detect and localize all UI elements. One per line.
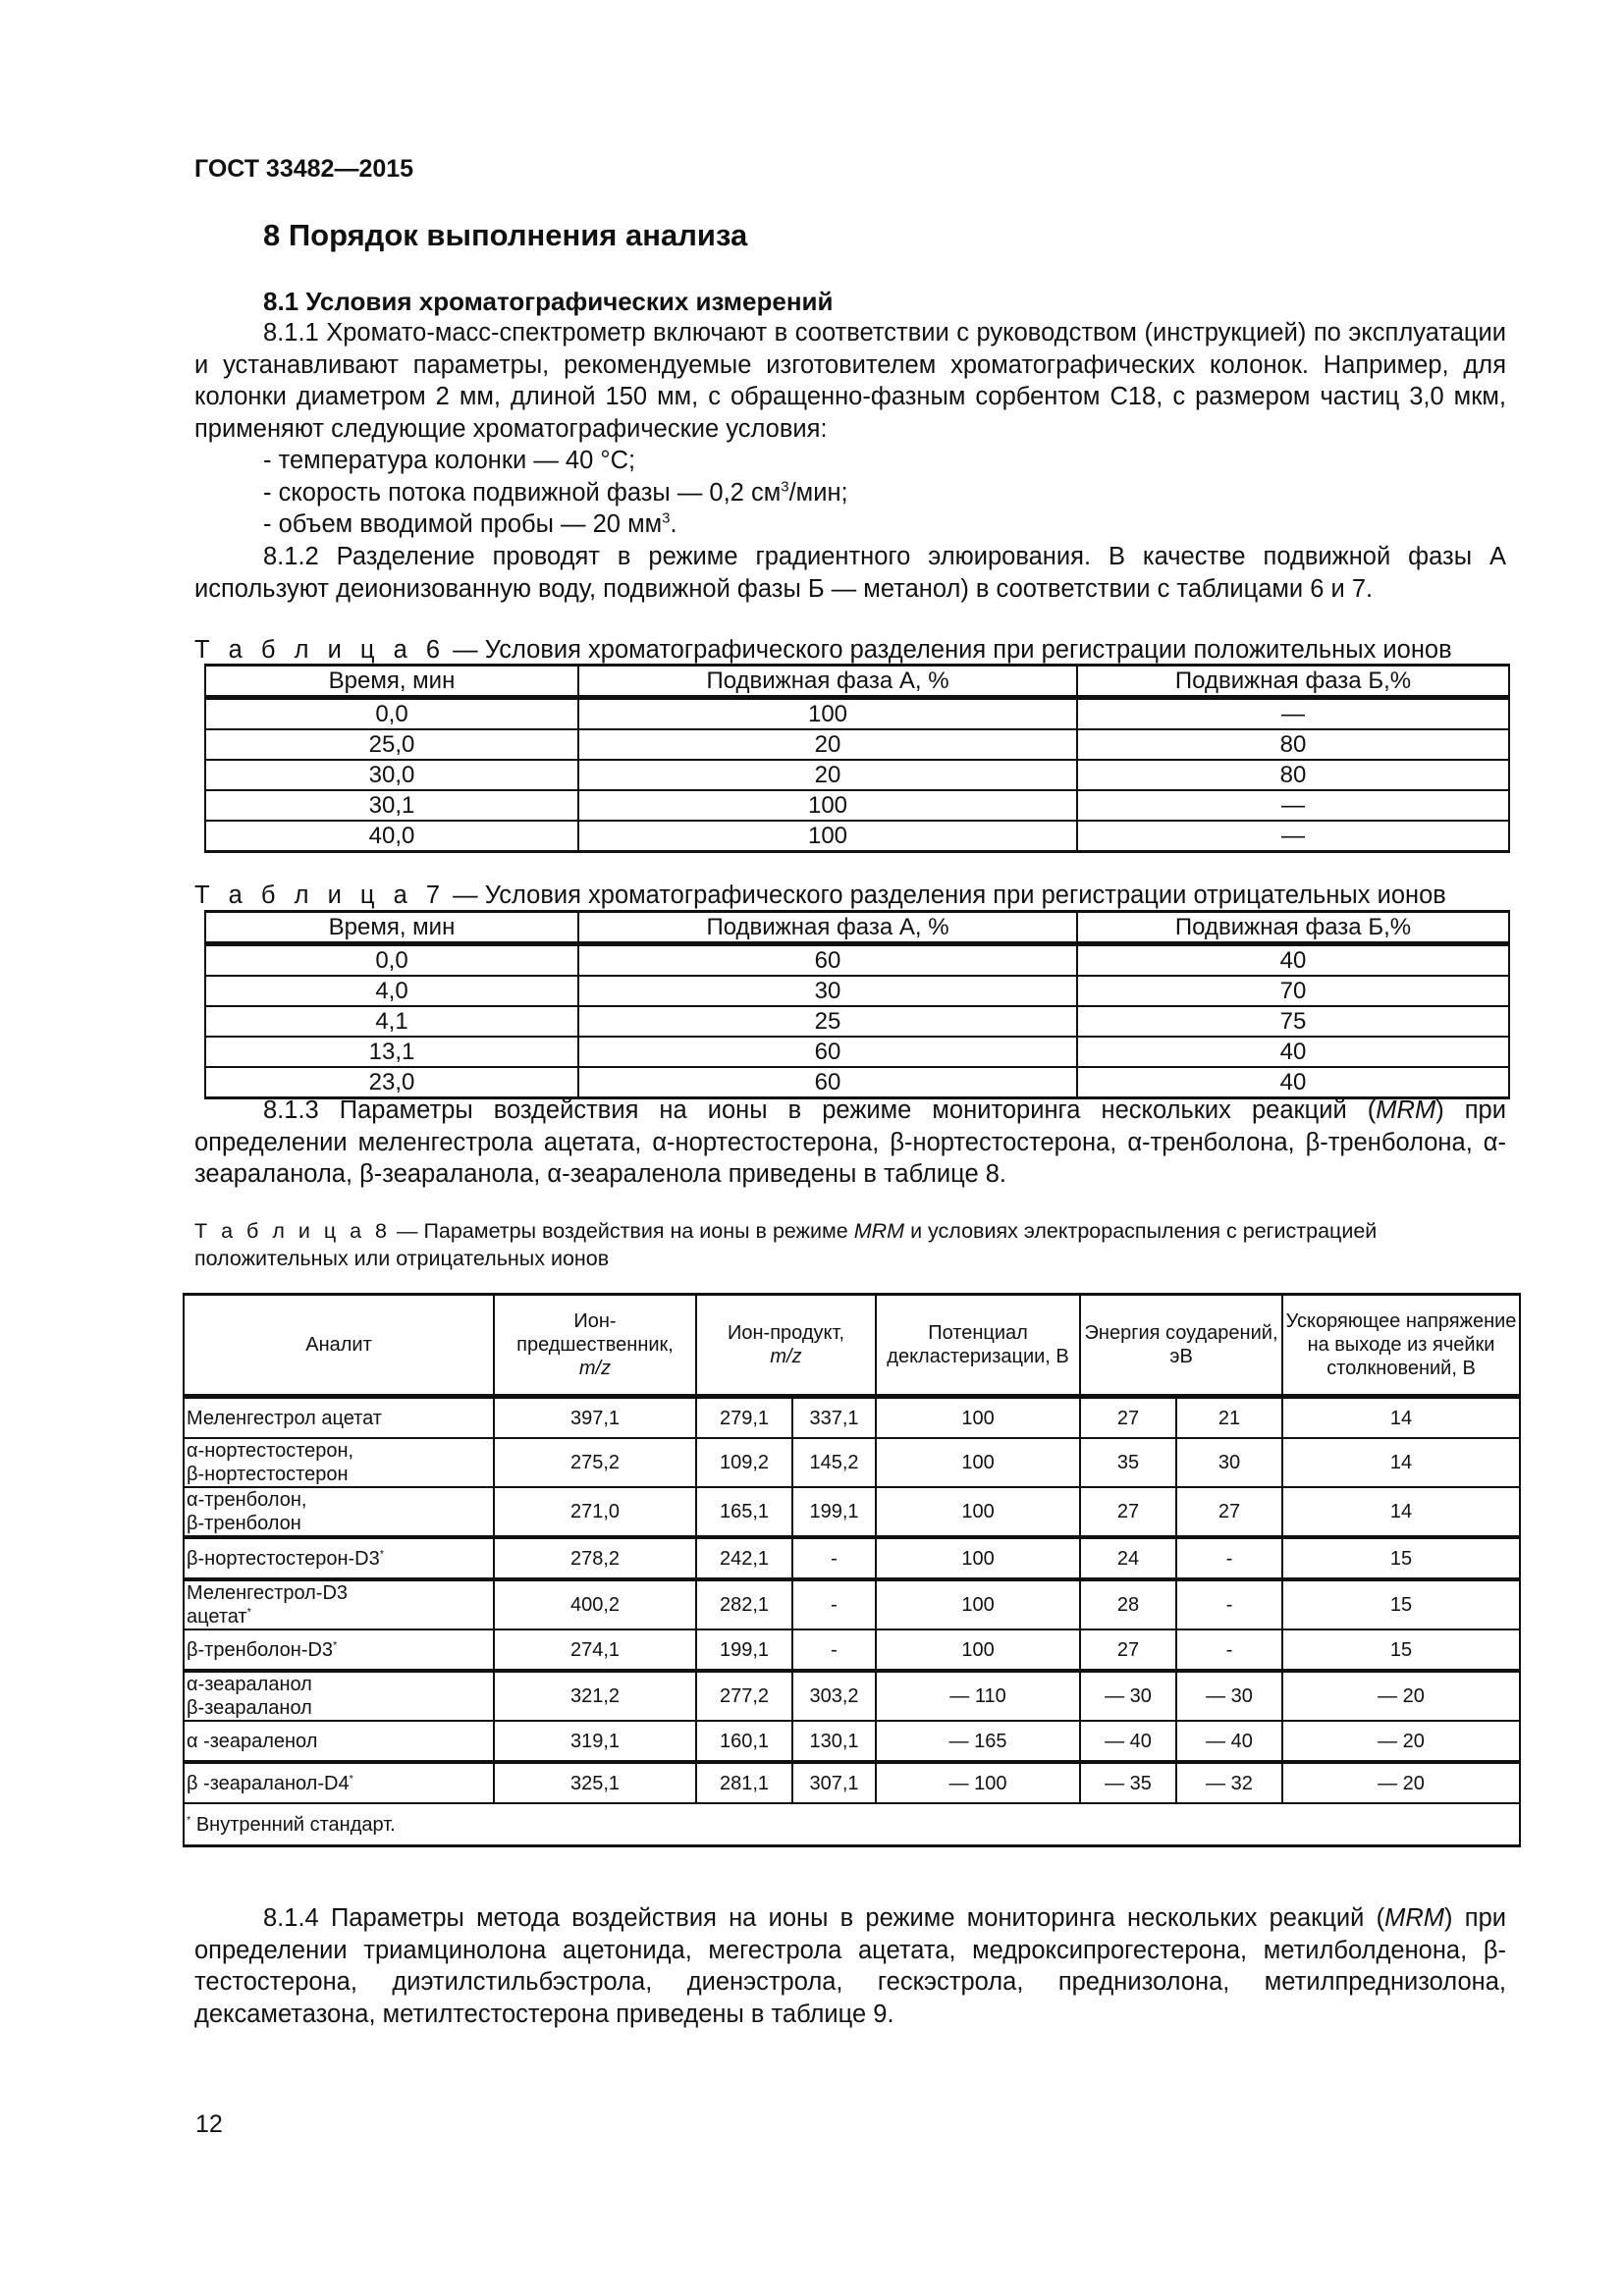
analyte-cell: α-тренболон, β-тренболон bbox=[184, 1487, 494, 1537]
table-8-caption: Т а б л и ц а 8 — Параметры воздействия на ионы в режиме MRM и условиях электрораспыления с регистрацией положительных или отрицательных ионов bbox=[194, 1219, 1378, 1270]
table-6 bbox=[204, 664, 1510, 853]
analyte-cell: α-зеараланол β-зеараланол bbox=[184, 1671, 494, 1721]
table-cell: 14 bbox=[1282, 1438, 1520, 1487]
table-cell: 278,2 bbox=[494, 1537, 696, 1579]
table-cell: - bbox=[1176, 1629, 1282, 1671]
table-cell: — 32 bbox=[1176, 1762, 1282, 1803]
table-row bbox=[205, 790, 1509, 821]
table-cell: 23,0 bbox=[205, 1067, 578, 1098]
table-cell: 337,1 bbox=[792, 1397, 876, 1439]
column-header: Время, мин bbox=[205, 912, 578, 944]
table-cell: — 35 bbox=[1080, 1762, 1176, 1803]
table-cell: — bbox=[1077, 698, 1509, 730]
document-id: ГОСТ 33482—2015 bbox=[194, 155, 414, 183]
table-cell: 60 bbox=[578, 1067, 1077, 1098]
table-cell: 15 bbox=[1282, 1629, 1520, 1671]
table-cell: 80 bbox=[1077, 729, 1509, 760]
analyte-cell: Меленгестрол-D3 ацетат* bbox=[184, 1579, 494, 1629]
table-cell: — 20 bbox=[1282, 1671, 1520, 1721]
table-cell: 271,0 bbox=[494, 1487, 696, 1537]
table-row bbox=[184, 1671, 1520, 1721]
list-item: - объем вводимой пробы — 20 $мм^3$. bbox=[263, 509, 677, 538]
table-cell: 75 bbox=[1077, 1006, 1509, 1037]
table-cell: 199,1 bbox=[792, 1487, 876, 1537]
table-cell: 30,1 bbox=[205, 790, 578, 821]
table-cell: 4,0 bbox=[205, 976, 578, 1006]
table-cell: — 100 bbox=[876, 1762, 1080, 1803]
table-cell: 25 bbox=[578, 1006, 1077, 1037]
table-cell: - bbox=[792, 1537, 876, 1579]
table-cell: 321,2 bbox=[494, 1671, 696, 1721]
analyte-cell: α-нортестостерон, β-нортестостерон bbox=[184, 1438, 494, 1487]
table-row bbox=[184, 1762, 1520, 1803]
table-cell: 282,1 bbox=[696, 1579, 792, 1629]
paragraph-8-1-3: 8.1.3 Параметры воздействия на ионы в режиме мониторинга нескольких реакций (MRM) при определении меленгестрола ацетата, α-нортестостерона, β-нортестостерона, α-тренболона, β-тренболона, α-зеараланола, β-зеараланола, α-зеараленола приведены в таблице 8. bbox=[194, 1096, 1506, 1188]
table-row bbox=[184, 1397, 1520, 1439]
table-cell: 27 bbox=[1080, 1397, 1176, 1439]
table-cell: 100 bbox=[876, 1629, 1080, 1671]
table-cell: 24 bbox=[1080, 1537, 1176, 1579]
table-cell: — bbox=[1077, 821, 1509, 852]
section-title: 8 Порядок выполнения анализа bbox=[263, 218, 748, 252]
table-cell: 109,2 bbox=[696, 1438, 792, 1487]
analyte-cell: β -зеараланол-D4* bbox=[184, 1762, 494, 1803]
column-header-accel-voltage: Ускоряющее напряжение на выходе из ячейки столкновений, В bbox=[1282, 1295, 1520, 1397]
table-row bbox=[184, 1537, 1520, 1579]
table-cell: 100 bbox=[578, 698, 1077, 730]
table-cell: 27 bbox=[1080, 1629, 1176, 1671]
table-cell: 21 bbox=[1176, 1397, 1282, 1439]
column-header: Подвижная фаза А, % bbox=[578, 666, 1077, 698]
table-cell: 145,2 bbox=[792, 1438, 876, 1487]
column-header-precursor: Ион-предшественник, m/z bbox=[494, 1295, 696, 1397]
table-row bbox=[184, 1487, 1520, 1537]
table-cell: 30 bbox=[578, 976, 1077, 1006]
list-item: - температура колонки — 40 °С; bbox=[263, 447, 636, 474]
page-number: 12 bbox=[195, 2110, 223, 2138]
table-cell: 60 bbox=[578, 944, 1077, 977]
table-cell: — bbox=[1077, 790, 1509, 821]
table-header-row bbox=[184, 1295, 1520, 1397]
table-cell: 100 bbox=[876, 1397, 1080, 1439]
table-row bbox=[184, 1629, 1520, 1671]
table-row bbox=[205, 1037, 1509, 1067]
column-header-collision-energy: Энергия соударений, эВ bbox=[1080, 1295, 1282, 1397]
analyte-cell: α -зеараленол bbox=[184, 1721, 494, 1762]
table-row bbox=[205, 976, 1509, 1006]
table-row bbox=[184, 1721, 1520, 1762]
table-cell: — 165 bbox=[876, 1721, 1080, 1762]
analyte-cell: β-тренболон-D3* bbox=[184, 1629, 494, 1671]
column-header: Подвижная фаза Б,% bbox=[1077, 666, 1509, 698]
table-cell: 325,1 bbox=[494, 1762, 696, 1803]
paragraph-8-1-1: 8.1.1 Хромато-масс-спектрометр включают в соответствии с руководством (инструкцией) по эксплуатации и устанавливают параметры, рекомендуемые изготовителем хроматографических колонок. Например, для колонки диаметром 2 мм, длиной 150 мм, с обращенно-фазным сорбентом С18, с размером частиц 3,0 мкм, применяют следующие хроматографические условия: bbox=[194, 319, 1506, 443]
table-cell: 35 bbox=[1080, 1438, 1176, 1487]
column-header-analyte: Аналит bbox=[184, 1295, 494, 1397]
table-row bbox=[205, 1067, 1509, 1098]
table-cell: 28 bbox=[1080, 1579, 1176, 1629]
table-cell: — 40 bbox=[1176, 1721, 1282, 1762]
table-7 bbox=[204, 910, 1510, 1099]
table-row bbox=[205, 944, 1509, 977]
table-row bbox=[205, 760, 1509, 790]
table-row bbox=[184, 1579, 1520, 1629]
table-row bbox=[205, 698, 1509, 730]
list-item: - скорость потока подвижной фазы — 0,2 $см^3$/мин; bbox=[263, 478, 848, 507]
table-row bbox=[205, 1006, 1509, 1037]
table-cell: — 20 bbox=[1282, 1762, 1520, 1803]
table-cell: 277,2 bbox=[696, 1671, 792, 1721]
analyte-cell: Меленгестрол ацетат bbox=[184, 1397, 494, 1439]
column-header: Подвижная фаза А, % bbox=[578, 912, 1077, 944]
table-cell: 199,1 bbox=[696, 1629, 792, 1671]
subsection-title: 8.1 Условия хроматографических измерений bbox=[263, 287, 834, 316]
table-cell: 14 bbox=[1282, 1487, 1520, 1537]
table-cell: 25,0 bbox=[205, 729, 578, 760]
footnote-row bbox=[184, 1803, 1520, 1846]
conditions-list bbox=[263, 445, 848, 541]
table-header-row bbox=[205, 912, 1509, 944]
table-cell: 100 bbox=[876, 1438, 1080, 1487]
table-cell: 100 bbox=[578, 790, 1077, 821]
table-cell: 397,1 bbox=[494, 1397, 696, 1439]
table-cell: 303,2 bbox=[792, 1671, 876, 1721]
table-cell: 40 bbox=[1077, 1037, 1509, 1067]
table-cell: 165,1 bbox=[696, 1487, 792, 1537]
table-cell: 30 bbox=[1176, 1438, 1282, 1487]
table-cell: 130,1 bbox=[792, 1721, 876, 1762]
table-cell: 274,1 bbox=[494, 1629, 696, 1671]
table-cell: 15 bbox=[1282, 1537, 1520, 1579]
column-header: Время, мин bbox=[205, 666, 578, 698]
table-row bbox=[205, 821, 1509, 852]
column-header-product: Ион-продукт, m/z bbox=[696, 1295, 876, 1397]
table-cell: - bbox=[792, 1629, 876, 1671]
table-cell: 100 bbox=[876, 1487, 1080, 1537]
table-cell: 80 bbox=[1077, 760, 1509, 790]
table-cell: 160,1 bbox=[696, 1721, 792, 1762]
table-cell: 0,0 bbox=[205, 698, 578, 730]
table-cell: - bbox=[1176, 1579, 1282, 1629]
table-cell: 319,1 bbox=[494, 1721, 696, 1762]
table-header-row bbox=[205, 666, 1509, 698]
table-cell: — 30 bbox=[1080, 1671, 1176, 1721]
table-cell: 100 bbox=[876, 1579, 1080, 1629]
table-cell: 14 bbox=[1282, 1397, 1520, 1439]
table-cell: 40 bbox=[1077, 1067, 1509, 1098]
table-cell: 400,2 bbox=[494, 1579, 696, 1629]
table-8 bbox=[183, 1293, 1521, 1847]
table-cell: 60 bbox=[578, 1037, 1077, 1067]
table-7-caption: Т а б л и ц а 7 — Условия хроматографического разделения при регистрации отрицательных ионов bbox=[194, 881, 1446, 909]
analyte-cell: β-нортестостерон-D3* bbox=[184, 1537, 494, 1579]
paragraph-8-1-4: 8.1.4 Параметры метода воздействия на ионы в режиме мониторинга нескольких реакций (MRM) при определении триамцинолона ацетонида, мегестрола ацетата, медроксипрогестерона, метилболденона, β-тестостерона, диэтилстильбэстрола, диенэстрола, гескэстрола, преднизолона, метилпреднизолона, дексаметазона, метилтестостерона приведены в таблице 9. bbox=[194, 1904, 1506, 2028]
table-cell: 275,2 bbox=[494, 1438, 696, 1487]
table-cell: 100 bbox=[578, 821, 1077, 852]
table-cell: 30,0 bbox=[205, 760, 578, 790]
table-cell: 13,1 bbox=[205, 1037, 578, 1067]
footnote: * Внутренний стандарт. bbox=[184, 1803, 1520, 1846]
table-cell: 40 bbox=[1077, 944, 1509, 977]
table-cell: — 110 bbox=[876, 1671, 1080, 1721]
table-cell: - bbox=[792, 1579, 876, 1629]
table-cell: — 20 bbox=[1282, 1721, 1520, 1762]
table-cell: 20 bbox=[578, 729, 1077, 760]
table-cell: — 30 bbox=[1176, 1671, 1282, 1721]
table-cell: - bbox=[1176, 1537, 1282, 1579]
table-6-caption: Т а б л и ц а 6 — Условия хроматографического разделения при регистрации положительных ионов bbox=[194, 636, 1452, 664]
table-row bbox=[205, 729, 1509, 760]
table-cell: 15 bbox=[1282, 1579, 1520, 1629]
table-cell: 4,1 bbox=[205, 1006, 578, 1037]
table-cell: 100 bbox=[876, 1537, 1080, 1579]
table-cell: 279,1 bbox=[696, 1397, 792, 1439]
table-cell: 281,1 bbox=[696, 1762, 792, 1803]
column-header: Подвижная фаза Б,% bbox=[1077, 912, 1509, 944]
paragraph-8-1-2: 8.1.2 Разделение проводят в режиме градиентного элюирования. В качестве подвижной фазы А используют деионизованную воду, подвижной фазы Б — метанол) в соответствии с таблицами 6 и 7. bbox=[194, 543, 1506, 603]
table-cell: 20 bbox=[578, 760, 1077, 790]
table-cell: 40,0 bbox=[205, 821, 578, 852]
column-header-declustering: Потенциал декластеризации, В bbox=[876, 1295, 1080, 1397]
table-cell: 27 bbox=[1080, 1487, 1176, 1537]
table-cell: 27 bbox=[1176, 1487, 1282, 1537]
table-cell: — 40 bbox=[1080, 1721, 1176, 1762]
table-cell: 307,1 bbox=[792, 1762, 876, 1803]
table-cell: 70 bbox=[1077, 976, 1509, 1006]
table-cell: 0,0 bbox=[205, 944, 578, 977]
table-row bbox=[184, 1438, 1520, 1487]
table-cell: 242,1 bbox=[696, 1537, 792, 1579]
